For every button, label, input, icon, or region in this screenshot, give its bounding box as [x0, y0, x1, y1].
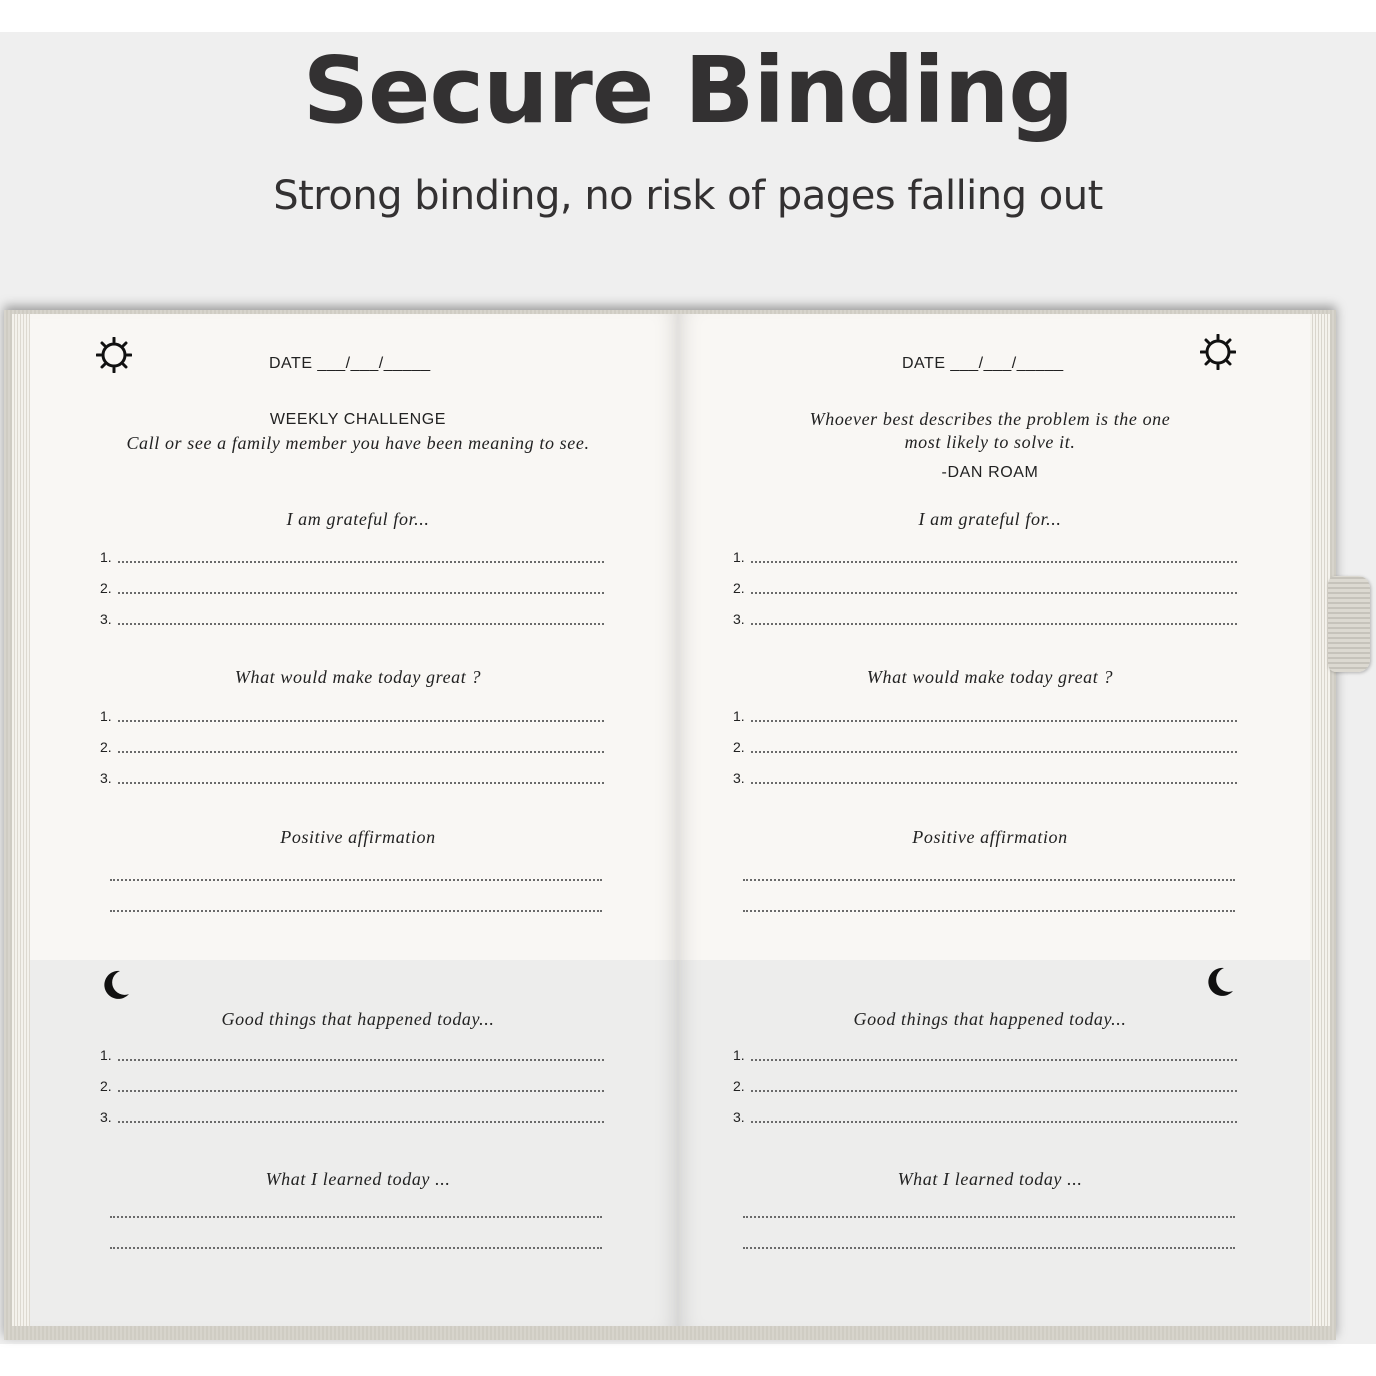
right-grateful-heading: I am grateful for... [918, 509, 1062, 529]
right-good-line-2 [733, 1074, 1237, 1094]
dotted-line [118, 768, 604, 784]
elastic-pen-loop [1328, 576, 1370, 672]
right-affirmation-heading: Positive affirmation [912, 827, 1068, 847]
dotted-line [118, 1107, 604, 1123]
right-great-line-3 [733, 766, 1237, 786]
line-number: 2. [100, 739, 112, 755]
left-great-line-2 [100, 735, 604, 755]
dotted-line [751, 737, 1237, 753]
dotted-line [118, 1076, 604, 1092]
line-number: 3. [733, 1109, 745, 1125]
line-number: 3. [733, 770, 745, 786]
left-affirmation-heading: Positive affirmation [280, 827, 436, 847]
line-number: 2. [100, 580, 112, 596]
right-grateful-line-2 [733, 576, 1237, 596]
right-great-line-2 [733, 735, 1237, 755]
left-affirmation-line-2 [110, 910, 602, 912]
dotted-line [751, 547, 1237, 563]
right-affirmation-line-1 [743, 879, 1235, 881]
banner-title: Secure Binding [302, 37, 1074, 144]
left-learned-line-1 [110, 1216, 602, 1218]
left-good-things-heading: Good things that happened today... [221, 1009, 495, 1029]
dotted-line [751, 1107, 1237, 1123]
line-number: 3. [100, 611, 112, 627]
dotted-line [751, 609, 1237, 625]
left-grateful-line-1 [100, 545, 604, 565]
dotted-line [118, 706, 604, 722]
page-edges-right [1310, 314, 1330, 1326]
dotted-line [751, 768, 1237, 784]
left-grateful-heading: I am grateful for... [286, 509, 430, 529]
line-number: 2. [100, 1078, 112, 1094]
line-number: 3. [100, 770, 112, 786]
dotted-line [118, 578, 604, 594]
right-quote-author: -DAN ROAM [941, 464, 1039, 481]
dotted-line [118, 609, 604, 625]
left-great-heading: What would make today great ? [234, 667, 482, 687]
left-grateful-line-3 [100, 607, 604, 627]
left-learned-heading: What I learned today ... [265, 1169, 451, 1189]
right-quote-line-2: most likely to solve it. [904, 432, 1076, 452]
left-good-line-2 [100, 1074, 604, 1094]
sun-icon [1200, 334, 1236, 370]
right-affirmation-line-2 [743, 910, 1235, 912]
dotted-line [751, 578, 1237, 594]
left-challenge-heading: WEEKLY CHALLENGE [269, 411, 447, 428]
line-number: 1. [733, 708, 745, 724]
left-affirmation-line-1 [110, 879, 602, 881]
right-quote-line-1: Whoever best describes the problem is the one [809, 409, 1171, 429]
right-great-line-1 [733, 704, 1237, 724]
left-great-line-3 [100, 766, 604, 786]
line-number: 3. [100, 1109, 112, 1125]
dotted-line [118, 1045, 604, 1061]
right-learned-heading: What I learned today ... [897, 1169, 1083, 1189]
moon-icon [1202, 965, 1236, 999]
line-number: 2. [733, 1078, 745, 1094]
left-great-line-1 [100, 704, 604, 724]
line-number: 1. [100, 708, 112, 724]
left-good-line-3 [100, 1105, 604, 1125]
line-number: 1. [100, 1047, 112, 1063]
sun-icon [96, 337, 132, 373]
right-good-things-heading: Good things that happened today... [853, 1009, 1127, 1029]
banner-subtitle: Strong binding, no risk of pages falling out [273, 173, 1103, 219]
line-number: 2. [733, 580, 745, 596]
left-challenge-text: Call or see a family member you have been meaning to see. [126, 433, 590, 453]
right-date-field: DATE ___/___/_____ [902, 355, 1064, 372]
right-grateful-line-3 [733, 607, 1237, 627]
line-number: 2. [733, 739, 745, 755]
left-grateful-line-2 [100, 576, 604, 596]
line-number: 3. [733, 611, 745, 627]
right-great-heading: What would make today great ? [866, 667, 1114, 687]
left-good-line-1 [100, 1043, 604, 1063]
right-learned-line-2 [743, 1247, 1235, 1249]
dotted-line [118, 547, 604, 563]
right-grateful-line-1 [733, 545, 1237, 565]
dotted-line [118, 737, 604, 753]
line-number: 1. [733, 1047, 745, 1063]
right-good-line-1 [733, 1043, 1237, 1063]
right-good-line-3 [733, 1105, 1237, 1125]
dotted-line [751, 1045, 1237, 1061]
left-learned-line-2 [110, 1247, 602, 1249]
dotted-line [751, 706, 1237, 722]
dotted-line [751, 1076, 1237, 1092]
right-learned-line-1 [743, 1216, 1235, 1218]
line-number: 1. [733, 549, 745, 565]
page-edges-left [12, 314, 30, 1326]
line-number: 1. [100, 549, 112, 565]
left-date-field: DATE ___/___/_____ [269, 355, 431, 372]
moon-icon [98, 968, 132, 1002]
